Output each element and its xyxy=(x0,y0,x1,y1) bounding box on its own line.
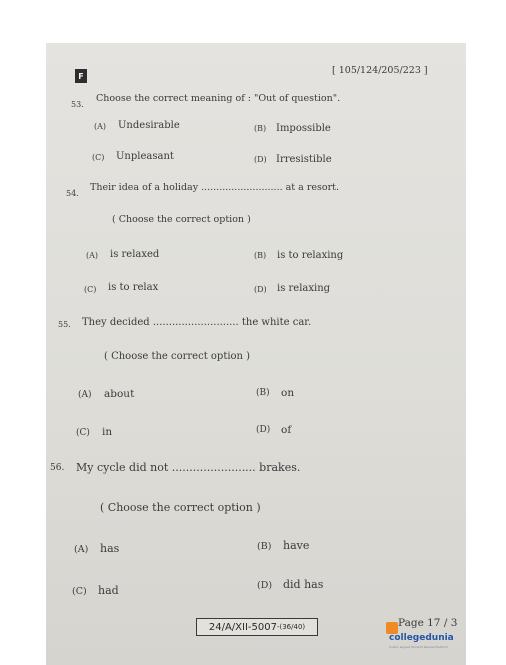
option-text: Irresistible xyxy=(276,154,332,165)
option-text: is to relax xyxy=(108,282,159,293)
paper-codes: [ 105/124/205/223 ] xyxy=(332,65,428,76)
page-number: Page 17 / 3 xyxy=(398,617,458,629)
option-label: (C) xyxy=(72,586,87,597)
option-label: (A) xyxy=(86,251,99,260)
set-badge: F xyxy=(75,69,87,83)
paper-code: 24/A/XII-5007 xyxy=(208,621,277,633)
option-label: (A) xyxy=(74,544,89,555)
option-text: in xyxy=(102,426,113,438)
option-label: (B) xyxy=(256,388,270,398)
option-text: Impossible xyxy=(276,123,331,134)
option-text: is relaxing xyxy=(277,283,331,294)
question-text: Their idea of a holiday ........................... at a resort. xyxy=(90,182,339,193)
option-label: (C) xyxy=(76,428,90,438)
paper-code-suffix: -(36/40) xyxy=(276,623,306,631)
option-text: Undesirable xyxy=(118,120,180,131)
question-text: They decided ........................... the white car. xyxy=(82,317,312,328)
instruction-text: ( Choose the correct option ) xyxy=(104,351,251,362)
option-text: Unpleasant xyxy=(116,151,174,162)
document-photo xyxy=(46,43,466,665)
question-text: My cycle did not ........................ brakes. xyxy=(76,461,301,474)
option-label: (B) xyxy=(254,124,267,133)
instruction-text: ( Choose the correct option ) xyxy=(100,501,261,514)
watermark-tagline: India's largest Student Review Platform xyxy=(389,645,449,649)
option-label: (D) xyxy=(257,580,273,591)
option-label: (A) xyxy=(94,122,107,131)
option-text: had xyxy=(98,584,119,597)
option-label: (D) xyxy=(254,285,267,294)
watermark-brand: collegedunia xyxy=(389,633,454,643)
option-text: is to relaxing xyxy=(277,250,344,261)
option-text: has xyxy=(100,542,120,555)
option-text: of xyxy=(281,424,292,436)
question-number: 53. xyxy=(71,100,84,109)
option-text: have xyxy=(283,539,310,552)
paper-code-box xyxy=(196,618,318,636)
instruction-text: ( Choose the correct option ) xyxy=(112,214,251,225)
option-label: (B) xyxy=(254,251,267,260)
option-label: (A) xyxy=(78,390,92,400)
option-label: (C) xyxy=(84,285,97,294)
option-label: (C) xyxy=(92,153,105,162)
question-text: Choose the correct meaning of : "Out of question". xyxy=(96,93,341,104)
option-text: is relaxed xyxy=(110,249,160,260)
option-text: did has xyxy=(283,578,324,591)
option-label: (D) xyxy=(256,425,271,435)
option-text: on xyxy=(281,387,295,399)
question-number: 55. xyxy=(58,320,71,329)
option-text: about xyxy=(104,388,135,400)
option-label: (B) xyxy=(257,541,272,552)
question-number: 54. xyxy=(66,189,79,198)
question-number: 56. xyxy=(50,463,65,473)
option-label: (D) xyxy=(254,155,267,164)
